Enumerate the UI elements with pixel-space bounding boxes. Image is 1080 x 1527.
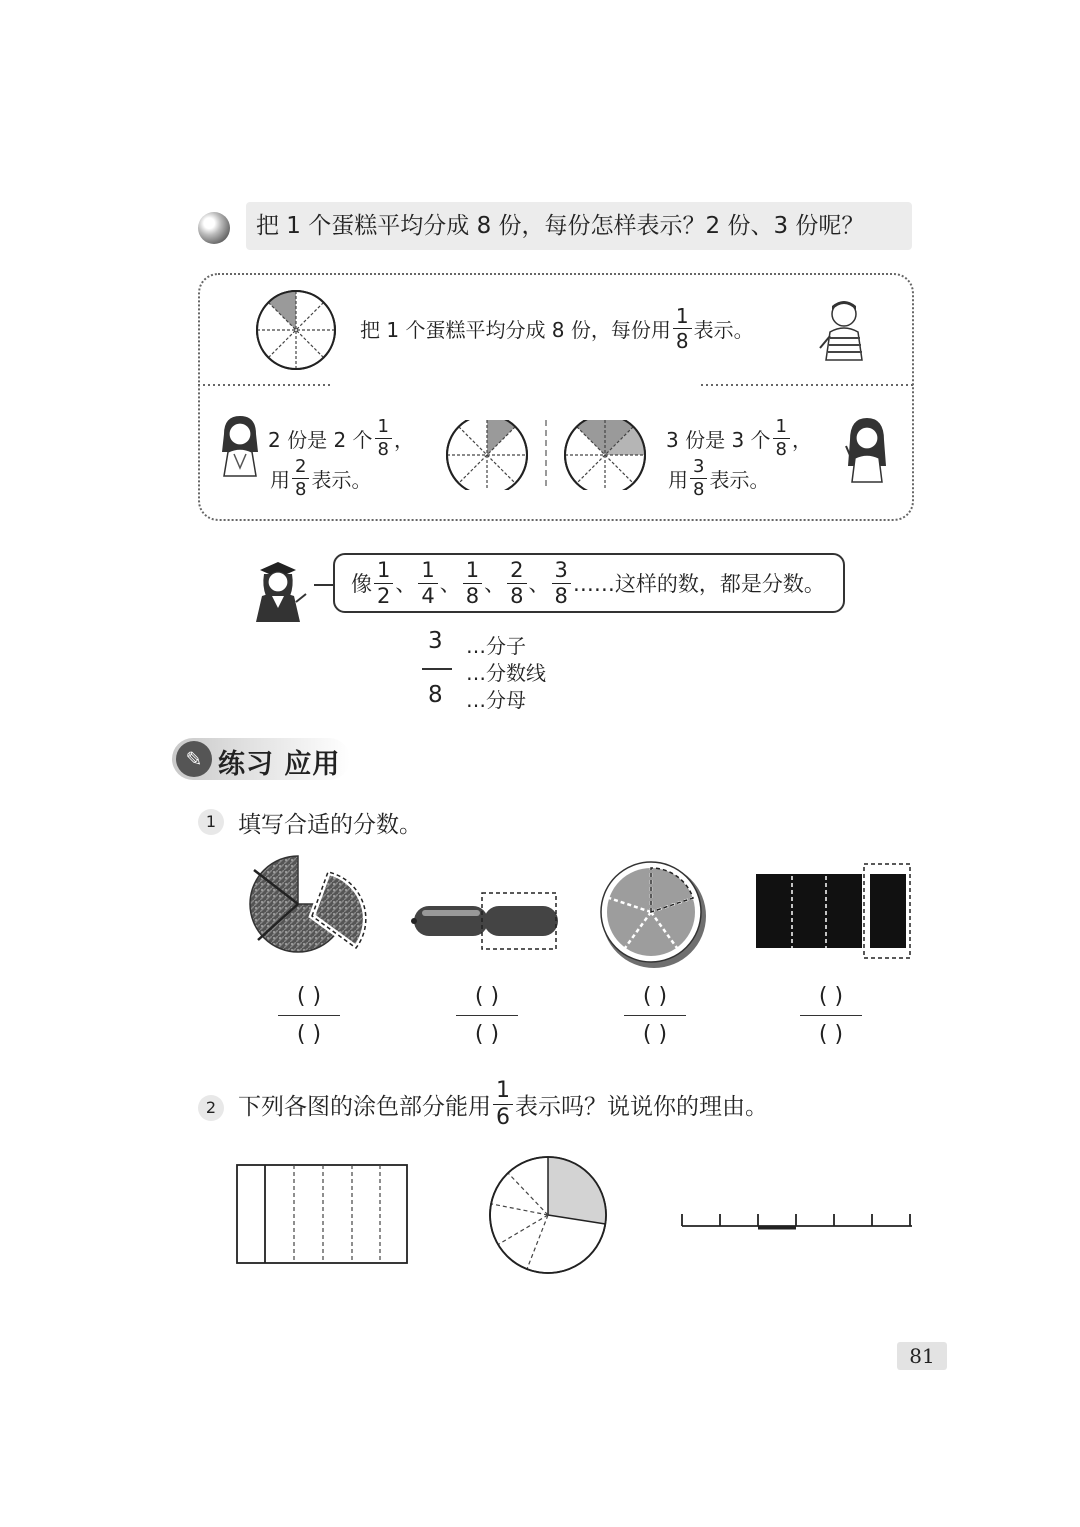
fraction-three-eighths [690, 458, 707, 499]
fraction-denominator: 8 [554, 583, 568, 608]
anatomy-fraction-line [422, 668, 452, 670]
separator: 、 [528, 572, 550, 596]
blank-numerator[interactable]: ( ) [296, 984, 322, 1009]
separator: 、 [439, 572, 461, 596]
cake-circle-three-eighths [562, 410, 648, 490]
fraction-numerator: 3 [690, 458, 707, 479]
question-text: 表示吗？说说你的理由。 [515, 1094, 768, 1120]
fraction-denominator: 8 [295, 479, 307, 500]
fraction-two-eighths [507, 557, 526, 608]
fraction-numerator: 1 [463, 560, 482, 584]
blank-denominator[interactable]: ( ) [474, 1022, 500, 1047]
fraction-numerator: 1 [673, 306, 692, 329]
speech-text: ……这样的数，都是分数。 [572, 572, 825, 596]
fraction-one-quarter [418, 557, 437, 608]
pencil-icon: ✎ [176, 741, 212, 777]
sentence-text: 表示。 [693, 318, 754, 342]
fraction-one-eighth [773, 418, 790, 459]
label-fraction-line: …分数线 [466, 661, 546, 685]
fraction-numerator: 2 [292, 458, 309, 479]
orange-picture [596, 852, 712, 968]
blank-denominator[interactable]: ( ) [296, 1022, 322, 1047]
boy-illustration [818, 298, 870, 364]
fraction-one-eighth [375, 418, 392, 459]
teacher-illustration [246, 556, 308, 624]
fraction-denominator: 8 [377, 439, 389, 460]
answer-blank-4[interactable] [800, 984, 862, 1047]
two-eighths-line2 [270, 458, 371, 499]
sausage-picture [408, 888, 560, 954]
anatomy-denominator: 8 [428, 682, 443, 708]
page-number: 81 [897, 1342, 947, 1370]
section-bullet-icon [198, 212, 230, 244]
cake-circle-one-eighth [254, 288, 338, 372]
blank-line [800, 1015, 862, 1016]
fraction-denominator: 4 [421, 583, 435, 608]
sentence-text: ， [393, 428, 414, 452]
two-eighths-line1 [268, 418, 414, 459]
fraction-denominator: 8 [510, 583, 524, 608]
question-text: 下列各图的涂色部分能用 [238, 1094, 491, 1120]
fraction-denominator: 6 [496, 1105, 510, 1130]
circle-figure [487, 1154, 611, 1276]
three-eighths-line1 [666, 418, 812, 459]
fraction-one-sixth [493, 1080, 513, 1129]
chocolate-bar-picture [752, 860, 914, 960]
sentence-text: 2 份是 2 个 [268, 428, 373, 452]
answer-blank-1[interactable] [278, 984, 340, 1047]
label-numerator: …分子 [466, 634, 526, 658]
box-divider [198, 380, 914, 390]
fraction-one-half [374, 557, 393, 608]
answer-blank-3[interactable] [624, 984, 686, 1047]
girl-illustration-right [842, 414, 892, 484]
question-1-text: 填写合适的分数。 [238, 812, 422, 838]
fraction-numerator: 1 [773, 418, 790, 439]
pie-quarter-picture [236, 852, 384, 954]
sentence-text: 3 份是 3 个 [666, 428, 771, 452]
blank-line [624, 1015, 686, 1016]
answer-blank-2[interactable] [456, 984, 518, 1047]
circle-separator [545, 420, 547, 486]
blank-line [456, 1015, 518, 1016]
question-number-2: 2 [198, 1095, 224, 1121]
blank-line [278, 1015, 340, 1016]
main-question-text: 把 1 个蛋糕平均分成 8 份，每份怎样表示？2 份、3 份呢？ [256, 213, 865, 239]
blank-denominator[interactable]: ( ) [818, 1022, 844, 1047]
fraction-numerator: 1 [493, 1080, 513, 1105]
fraction-denominator: 8 [693, 479, 705, 500]
blank-numerator[interactable]: ( ) [474, 984, 500, 1009]
fraction-one-eighth [463, 557, 482, 608]
segmented-line-figure [676, 1206, 916, 1232]
fraction-denominator: 8 [675, 329, 689, 353]
separator: 、 [484, 572, 506, 596]
sentence-text: 用 [270, 468, 290, 492]
label-denominator: …分母 [466, 688, 526, 712]
fraction-two-eighths [292, 458, 309, 499]
anatomy-numerator: 3 [428, 628, 443, 654]
fraction-numerator: 1 [418, 560, 437, 584]
main-question [246, 202, 912, 250]
fraction-denominator: 2 [377, 583, 391, 608]
one-eighth-sentence [360, 306, 754, 351]
speech-pointer [314, 584, 334, 586]
rectangle-figure [234, 1162, 412, 1268]
blank-denominator[interactable]: ( ) [642, 1022, 668, 1047]
question-number-1: 1 [198, 809, 224, 835]
fraction-denominator: 8 [465, 583, 480, 608]
practice-title: 练习 应用 [218, 749, 341, 780]
fraction-numerator: 2 [507, 560, 526, 584]
three-eighths-line2 [668, 458, 769, 499]
sentence-text: 表示。 [709, 468, 770, 492]
fraction-numerator: 1 [375, 418, 392, 439]
blank-numerator[interactable]: ( ) [642, 984, 668, 1009]
sentence-text: 表示。 [311, 468, 372, 492]
fraction-numerator: 1 [374, 560, 393, 584]
blank-numerator[interactable]: ( ) [818, 984, 844, 1009]
fraction-denominator: 8 [775, 439, 787, 460]
speech-text: 像 [351, 572, 372, 596]
question-2-text [238, 1080, 768, 1129]
teacher-speech-bubble [333, 553, 845, 613]
girl-illustration-left [214, 412, 266, 478]
fraction-one-eighth [673, 306, 692, 351]
separator: 、 [395, 572, 417, 596]
sentence-text: 用 [668, 468, 688, 492]
fraction-three-eighths [552, 557, 571, 608]
cake-circle-two-eighths [444, 410, 530, 490]
sentence-text: ， [791, 428, 812, 452]
fraction-numerator: 3 [552, 560, 571, 584]
sentence-text: 把 1 个蛋糕平均分成 8 份，每份用 [360, 318, 671, 342]
